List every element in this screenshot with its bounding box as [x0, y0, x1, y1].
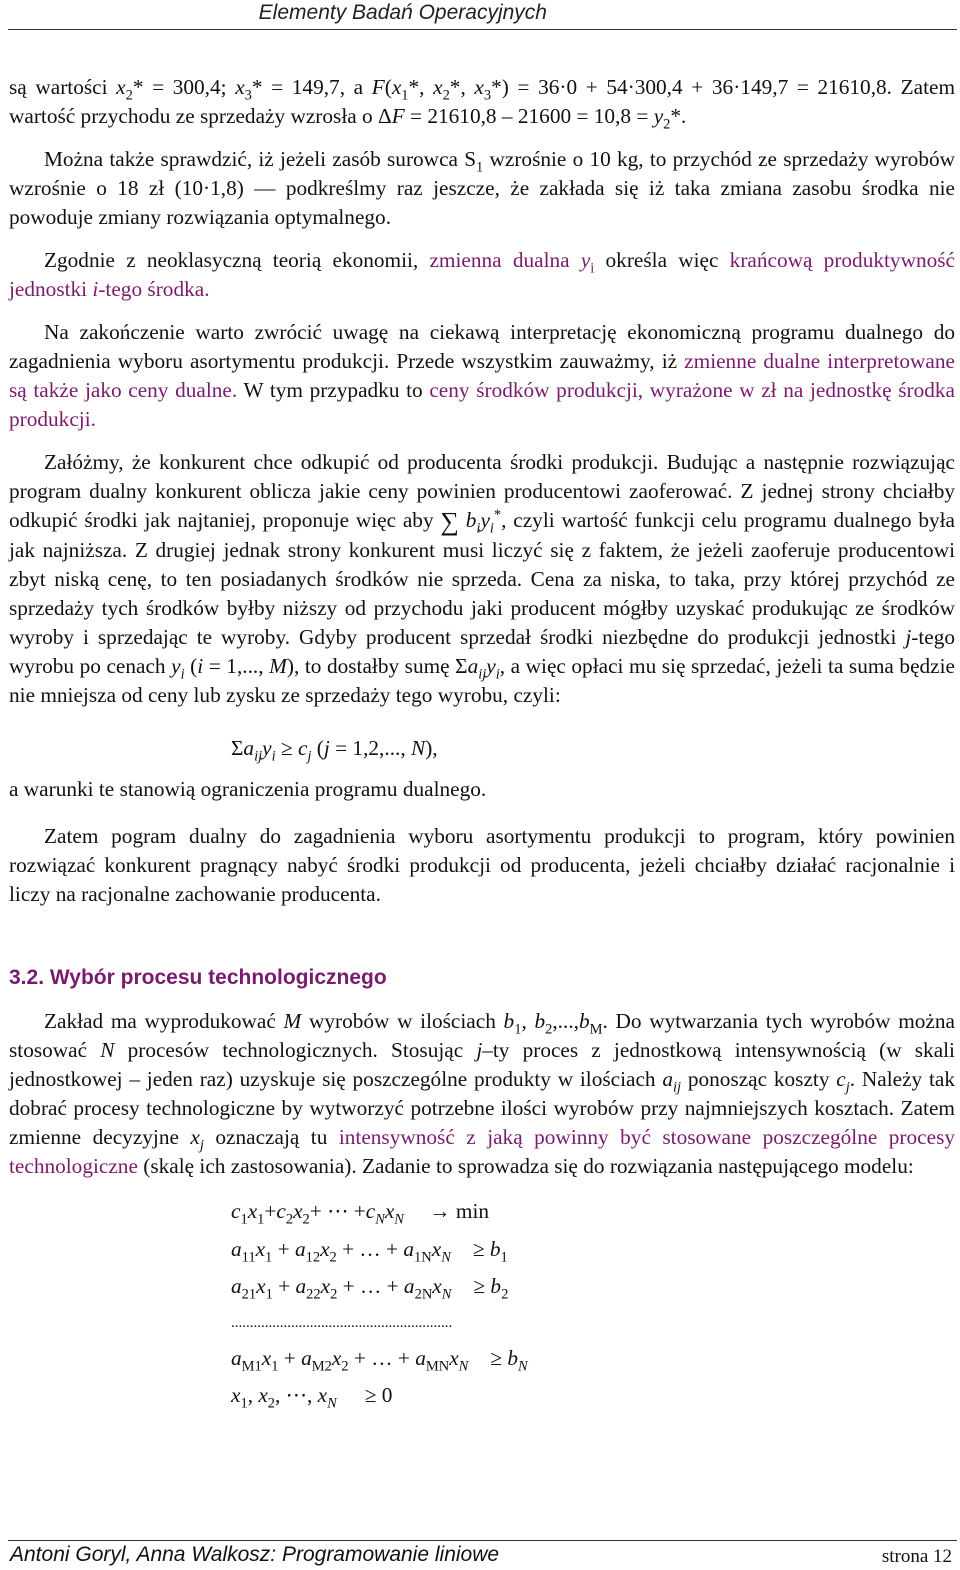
paragraph-theory: Zgodnie z neoklasyczną teorią ekonomii, zmienna dualna $y_i$ określa więc krańcową produktywność jednostki i-tego środka. [9, 248, 955, 301]
model-nonnegativity: $x_1$, $x_2$, ⋯, $x_N \ge 0$ [231, 1383, 393, 1412]
running-header: Elementy Badań Operacyjnych [258, 1, 547, 24]
page-number: strona 12 [881, 1546, 952, 1567]
footer-authors: Antoni Goryl, Anna Walkosz: Programowanie liniowe [10, 1543, 500, 1566]
footer-rule [8, 1540, 957, 1541]
page-content [9, 73, 955, 1415]
highlight-intensity: intensywność z jaką powinny być stosowane poszczególne procesy technologiczne [9, 1125, 956, 1178]
model-constraint-2: $a_{21}x_1 + a_{22}x_2$ + … + $a_{2N}x_N \ge b_2$ [231, 1274, 509, 1303]
model-objective: $c_1x_1+c_2x_2+$ ⋯ $+c_Nx_N \to \min$ [231, 1199, 490, 1228]
paragraph-process: Zakład ma wyprodukować M wyrobów w ilościach $b_1$, $b_2,...,b_M$. Do wytwarzania tych wyrobów można stosować N procesów technologicznych. Stosując j–ty proces z jednostkową intensywnością (w skali jednostkowej – jeden raz) uzyskuje się poszczególne produkty w ilościach $a_{ij}$ ponosząc koszty $c_j$. Należy tak dobrać procesy technologiczne by wytworzyć potrzebne ilości wyrobów przy najmniejszych kosztach. Zatem zmienne decyzyjne $x_j$ oznaczają tu intensywność z jaką powinny być stosowane poszczególne procesy technologiczne (skalę ich zastosowania). Zadanie to sprowadza się do rozwiązania następującego modelu: [9, 1009, 956, 1178]
paragraph-check: Można także sprawdzić, iż jeżeli zasób surowca $S_1$ wzrośnie o 10 kg, to przychód ze sprzedaży wyrobów wzrośnie o 18 zł (10·1,8) — podkreślmy raz jeszcze, że zakłada się iż taka zmiana zasobu środka nie powoduje zmiany rozwiązania optymalnego. [9, 147, 956, 229]
model-ellipsis: ........................................................... [231, 1314, 453, 1331]
header-rule [8, 29, 957, 30]
paragraph-competitor: Załóżmy, że konkurent chce odkupić od producenta środki produkcji. Budując a następnie rozwiązując program dualny konkurent oblicza jakie ceny powinien producentowi zaoferować. Z jednej strony chciałby odkupić środki jak najtaniej, proponuje więc aby ∑ $b_iy_i^*$, czyli wartość funkcji celu programu dualnego była jak najniższa. Z drugiej jednak strony konkurent musi liczyć się z faktem, że jeżeli zaoferuje producentowi zbyt niską cenę, to ten posiadanych środków nie sprzeda. Cena za niska, to taka, przy której przychód ze sprzedaży tych środków byłby niższy od przychodu jaki producent mógłby uzyskać produkując ze środków wyroby i sprzedając te wyroby. Gdyby producent sprzedał środki niezbędne do produkcji jednostki j-tego wyrobu po cenach $y_i$ (i = 1,..., M), to dostałby sumę $\Sigma a_{ij}y_i$, a więc opłaci mu się sprzedać, jeżeli ta suma będzie nie mniejsza od ceny lub zysku ze sprzedaży tego wyrobu, czyli: [9, 450, 955, 707]
highlight-dual-variable: zmienna dualna $y_i$ [429, 248, 595, 277]
highlight-dual-prices: zmienne dualne interpretowane są także jako ceny dualne. [9, 349, 955, 402]
paragraph-result: są wartości $x_2* = 300,4$; $x_3* = 149,7$, a $F(x_1*$, $x_2*$, $x_3*) = 36\cdot 0 + 54\cdot 300,4 + 36\cdot 149,7 = 21610,8$. Zatem wartość przychodu ze sprzedaży wzrosła o $\Delta F = 21610,8 - 21600 = 10,8 = y_2*$. [9, 75, 956, 133]
model-constraint-1: $a_{11}x_1 + a_{12}x_2$ + … + $a_{1N}x_N \ge b_1$ [231, 1236, 508, 1265]
sum-symbol: ∑ [440, 507, 459, 536]
highlight-resource-prices: ceny środków produkcji, wyrażone w zł na jednostkę środka produkcji. [9, 378, 956, 431]
paragraph-interpretation: Na zakończenie warto zwrócić uwagę na ciekawą interpretację ekonomiczną programu dualnego do zagadnienia wyboru asortymentu produkcji. Przede wszystkim zauważmy, iż zmienne dualne interpretowane są także jako ceny dualne. W tym przypadku to ceny środków produkcji, wyrażone w zł na jednostkę środka produkcji. [9, 320, 956, 431]
section-heading: 3.2. Wybór procesu technologicznego [9, 966, 387, 989]
highlight-marginal-productivity: krańcową produktywność jednostki i-tego środka. [9, 248, 955, 301]
lp-model [231, 1193, 955, 1415]
paragraph-summary: Zatem pogram dualny do zagadnienia wyboru asortymentu produkcji to program, który powinien rozwiązać konkurent pragnący nabyć środki produkcji od producenta, jeżeli chciałby działać racjonalnie i liczy na racjonalne zachowanie producenta. [9, 824, 955, 906]
constraint-formula: $\Sigma a_{ij}y_i \ge c_j$ (j = 1,2,..., N), [231, 736, 438, 765]
paragraph-constraints: a warunki te stanowią ograniczenia programu dualnego. [9, 777, 487, 801]
model-constraint-m: $a_{M1}x_1 + a_{M2}x_2$ + … + $a_{MN}x_N \ge b_N$ [231, 1345, 528, 1374]
